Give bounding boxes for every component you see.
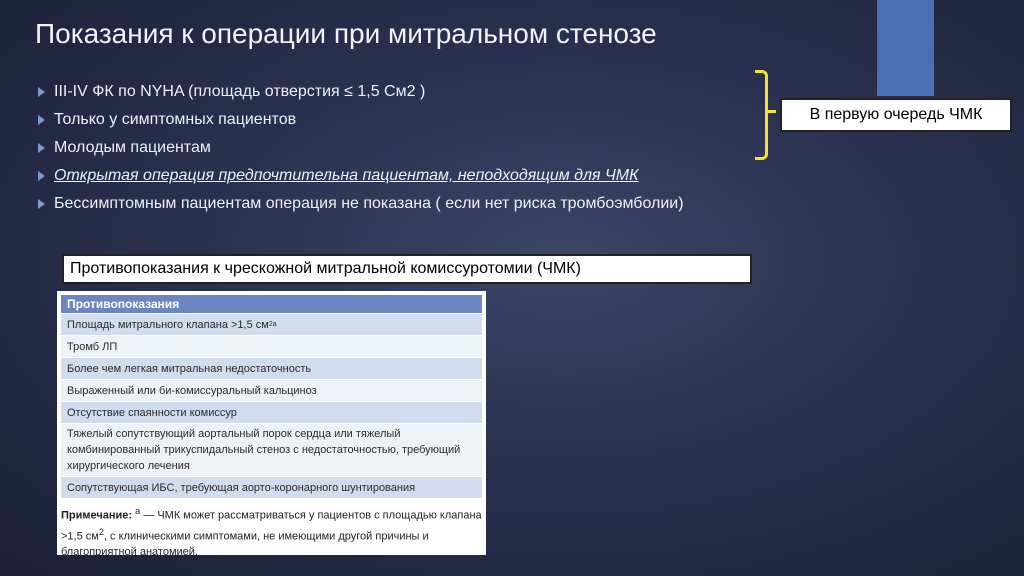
indications-list xyxy=(38,82,758,222)
table-header: Противопоказания xyxy=(61,295,482,313)
table-row: Выраженный или би-комиссуральный кальциноз xyxy=(61,379,482,401)
contraindications-table xyxy=(57,291,486,559)
bullet-arrow-icon xyxy=(38,87,45,97)
table-row: Отсутствие спаянности комиссур xyxy=(61,401,482,423)
bullet-arrow-icon xyxy=(38,115,45,125)
bullet-arrow-icon xyxy=(38,171,45,181)
table-row: Площадь митрального клапана >1,5 см 2a xyxy=(61,313,482,335)
table-row: Сопутствующая ИБС, требующая аорто-коронарного шунтирования xyxy=(61,476,482,498)
callout-box: В первую очередь ЧМК xyxy=(780,98,1012,132)
footnote-mark: 2a xyxy=(268,320,277,328)
list-item: III-IV ФК по NYHA (площадь отверстия ≤ 1,5 См2 ) xyxy=(38,82,758,102)
bullet-arrow-icon xyxy=(38,199,45,209)
bracket-tick xyxy=(766,110,776,113)
table-row: Тяжелый сопутствующий аортальный порок сердца или тяжелый комбинированный трикуспидальный стеноз с недостаточностью, требующий хирургического лечения xyxy=(61,423,482,476)
list-item: Только у симптомных пациентов xyxy=(38,110,758,130)
bullet-arrow-icon xyxy=(38,143,45,153)
table-note: Примечание: $^a$ — ЧМК может рассматриваться у пациентов с площадью клапана >1,5 $см^2$, с клиническими симптомами, не имеющими другой причины и благоприятной анатомией. xyxy=(61,506,482,559)
contraindications-title: Противопоказания к чрескожной митральной комиссуротомии (ЧМК) xyxy=(62,254,752,284)
slide-title: Показания к операции при митральном стенозе xyxy=(35,18,657,49)
list-item: Бессимптомным пациентам операция не показана ( если нет риска тромбоэмболии) xyxy=(38,194,758,214)
list-item: Открытая операция предпочтительна пациентам, неподходящим для ЧМК xyxy=(38,166,758,186)
list-item: Молодым пациентам xyxy=(38,138,758,158)
accent-bar xyxy=(877,0,934,96)
table-row: Более чем легкая митральная недостаточность xyxy=(61,357,482,379)
yellow-bracket xyxy=(755,70,768,160)
table-row: Тромб ЛП xyxy=(61,335,482,357)
